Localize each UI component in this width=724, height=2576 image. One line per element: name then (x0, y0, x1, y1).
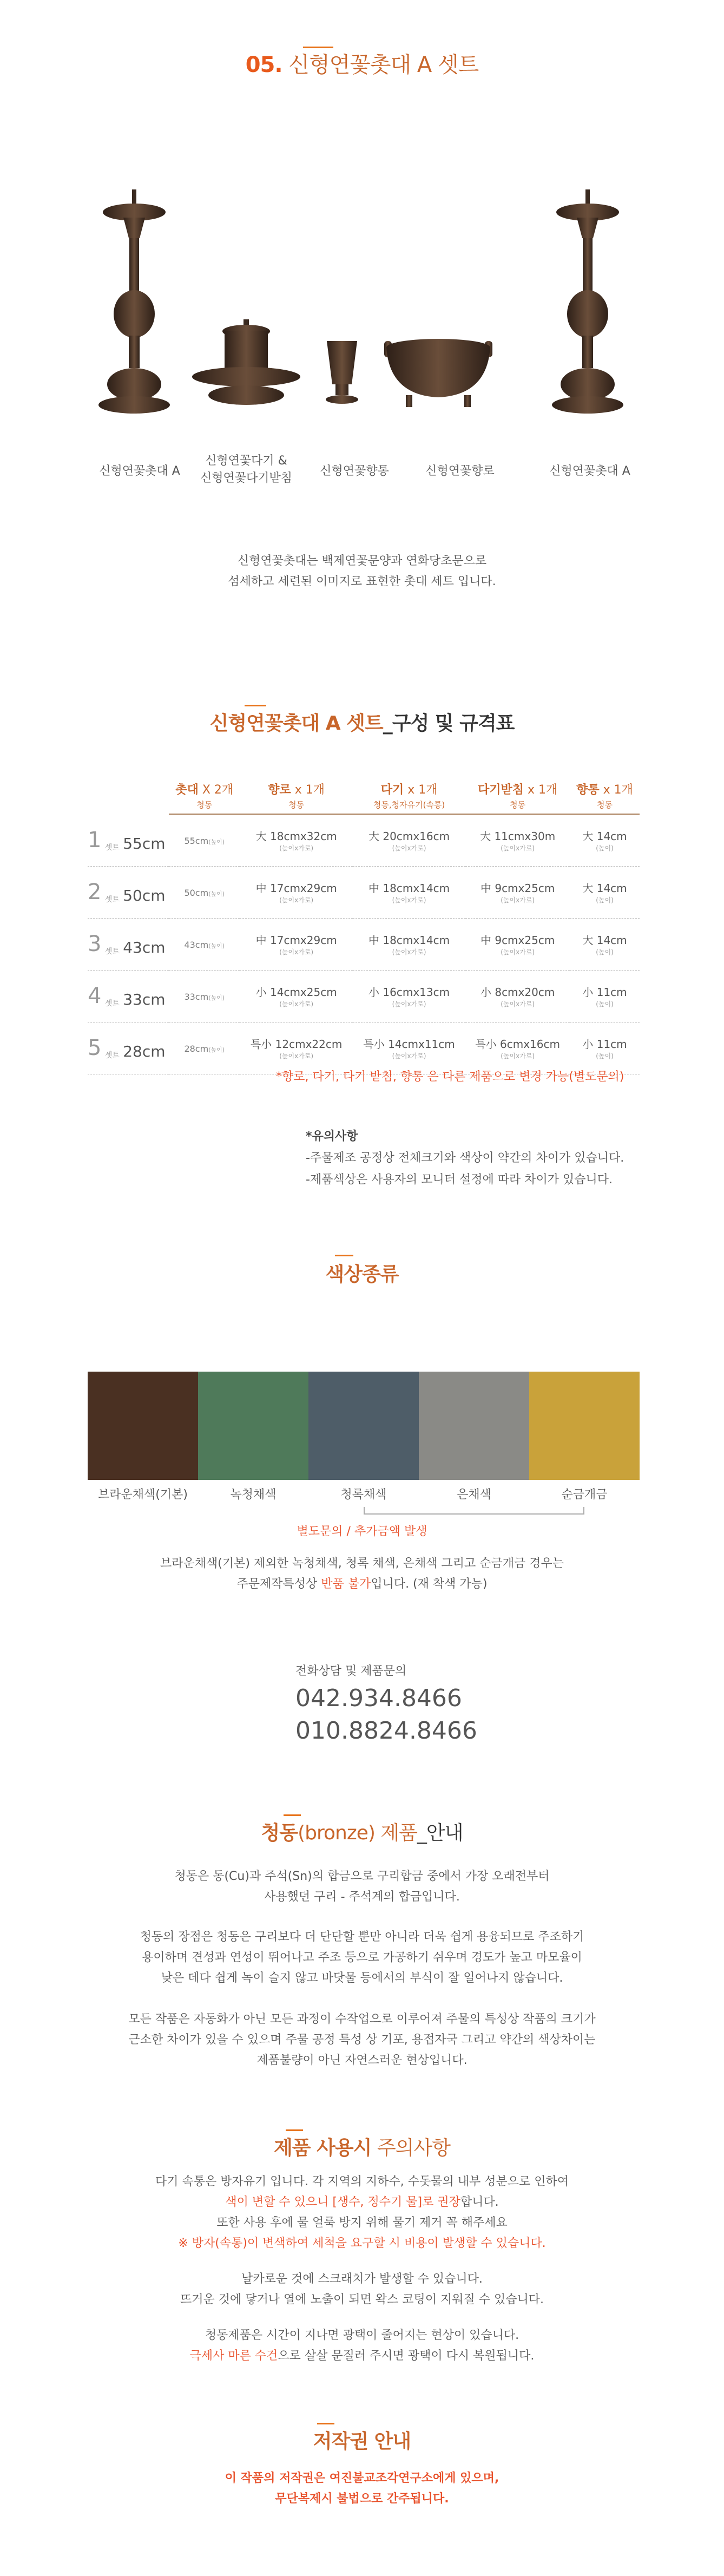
spec-cell-cup: 小 16cmx13cm (높이x가로) (353, 970, 465, 1022)
copyright-title: 저작권 안내 (313, 2430, 411, 2453)
swatch-label-blue-green: 청록채색 (340, 1488, 387, 1502)
spec-footnote: *향로, 다기, 다기 받침, 향통 은 다른 제품으로 변경 가능(별도문의) (276, 1070, 624, 1084)
page-title: 05. 신형연꽃촛대 A 셋트 (245, 53, 479, 77)
spec-cell-holder: 大 14cm (높이) (570, 866, 640, 918)
swatch-green (198, 1372, 308, 1480)
intro-text: 신형연꽃촛대는 백제연꽃문양과 연화당초문으로 섬세하고 세련된 이미지로 표현한 촛대 세트 입니다. (228, 554, 496, 588)
candlestick-left-image (98, 189, 170, 414)
bronze-paragraph-2: 청동의 장점은 청동은 구리보다 더 단단할 뿐만 아니라 더욱 쉽게 용융되므로 주조하기 용이하며 견성과 연성이 뛰어나고 주조 등으로 가공하기 쉬우며 경도가 높고 마모율이 낮은 데다 쉽게 녹이 슬지 않고 바닷물 등에서의 부식이 잘 일어나지 않습니다. (140, 1930, 584, 1985)
bronze-accent-bar (284, 1814, 301, 1816)
product-label-candlestick: 신형연꽃촛대 A (99, 464, 180, 478)
spec-accent-bar (245, 705, 266, 706)
incense-holder-image (326, 341, 358, 404)
swatch-gold (529, 1372, 640, 1480)
spec-header-set (88, 779, 169, 814)
spec-cell-set: 4 셋트 33cm (88, 970, 169, 1022)
spec-header-stand: 다기받침 x 1개 청동 (465, 779, 570, 814)
swatch-label-gold: 순금개금 (561, 1488, 608, 1502)
spec-cell-candle: 43cm(높이) (169, 918, 240, 970)
spec-cell-stand: 특小 6cmx16cm (높이x가로) (465, 1022, 570, 1074)
spec-cell-holder: 小 11cm (높이) (570, 1022, 640, 1074)
spec-cell-holder: 大 14cm (높이) (570, 814, 640, 866)
spec-header-candle: 촛대 X 2개 청동 (169, 779, 240, 814)
spec-cell-cup: 大 20cmx16cm (높이x가로) (353, 814, 465, 866)
spec-cell-incense: 小 14cmx25cm (높이x가로) (240, 970, 352, 1022)
colors-description: 브라운채색(기본) 제외한 녹청채색, 청록 채색, 은채색 그리고 순금개금 경우는 주문제작특성상 반품 불가입니다. (재 착색 가능) (160, 1557, 564, 1591)
spec-row (88, 918, 640, 970)
colors-section-title: 색상종류 (325, 1263, 399, 1286)
spec-cell-incense: 中 17cmx29cm (높이x가로) (240, 866, 352, 918)
spec-cell-candle: 28cm(높이) (169, 1022, 240, 1074)
spec-header-cup: 다기 x 1개 청동,청자유기(속통) (353, 779, 465, 814)
bronze-paragraph-3: 모든 작품은 자동화가 아닌 모든 과정이 수작업으로 이루어져 주물의 특성상 작품의 크기가 근소한 차이가 있을 수 있으며 주물 공정 특성 상 기포, 용접자국 그리고 약간의 색상차이는 제품불량이 아닌 자연스러운 현상입니다. (128, 2013, 596, 2067)
product-label-incense-holder: 신형연꽃향통 (320, 464, 389, 478)
spec-cell-holder: 小 11cm (높이) (570, 970, 640, 1022)
product-label-teacup: 신형연꽃다기 & (205, 454, 287, 468)
spec-cell-candle: 33cm(높이) (169, 970, 240, 1022)
spec-header-incense: 향로 x 1개 청동 (240, 779, 352, 814)
spec-cell-stand: 大 11cmx30m (높이x가로) (465, 814, 570, 866)
spec-cell-set: 1 셋트 55cm (88, 814, 169, 866)
bronze-paragraph-1: 청동은 동(Cu)과 주석(Sn)의 합금으로 구리합금 중에서 가장 오래전부터 사용했던 구리 - 주석계의 합금입니다. (174, 1870, 550, 1904)
product-label-incense-burner: 신형연꽃향로 (425, 464, 495, 478)
spec-section-title: 신형연꽃촛대 A 셋트_구성 및 규격표 (209, 712, 515, 735)
swatch-label-brown: 브라운채색(기본) (98, 1488, 188, 1502)
spec-cell-incense: 中 17cmx29cm (높이x가로) (240, 918, 352, 970)
usage-section-title: 제품 사용시 주의사항 (274, 2137, 450, 2159)
spec-row (88, 814, 640, 866)
incense-burner-image (384, 339, 492, 407)
spec-row (88, 1022, 640, 1074)
spec-cell-stand: 中 9cmx25cm (높이x가로) (465, 918, 570, 970)
product-label-teacup-stand: 신형연꽃다기받침 (200, 471, 293, 485)
caution-block: *유의사항 -주물제조 공정상 전체크기와 색상이 약간의 차이가 있습니다. -제품색상은 사용자의 모니터 설정에 따라 차이가 있습니다. (306, 1130, 624, 1187)
spec-cell-set: 5 셋트 28cm (88, 1022, 169, 1074)
colors-accent-bar (335, 1255, 353, 1256)
spec-cell-set: 3 셋트 43cm (88, 918, 169, 970)
contact-label: 전화상담 및 제품문의 (295, 1664, 407, 1678)
phone-number-2[interactable]: 010.8824.8466 (295, 1717, 477, 1745)
swatch-blue-green (308, 1372, 419, 1480)
extra-cost-note: 별도문의 / 추가금액 발생 (297, 1525, 427, 1538)
tea-cup-and-stand-image (192, 319, 300, 405)
spec-cell-cup: 특小 14cmx11cm (높이x가로) (353, 1022, 465, 1074)
spec-cell-cup: 中 18cmx14cm (높이x가로) (353, 866, 465, 918)
copyright-text: 이 작품의 저작권은 여진불교조각연구소에게 있으며, 무단복제시 불법으로 간주됩니다. (225, 2472, 499, 2506)
spec-cell-incense: 특小 12cmx22cm (높이x가로) (240, 1022, 352, 1074)
bracket-line (364, 1507, 584, 1515)
swatch-label-silver: 은채색 (457, 1488, 491, 1502)
spec-cell-candle: 50cm(높이) (169, 866, 240, 918)
usage-paragraph-2: 날카로운 것에 스크래치가 발생할 수 있습니다. 뜨거운 것에 닿거나 열에 노출이 되면 왁스 코팅이 지워질 수 있습니다. (180, 2272, 544, 2306)
candlestick-right-image (552, 189, 623, 414)
spec-cell-stand: 小 8cmx20cm (높이x가로) (465, 970, 570, 1022)
spec-row (88, 866, 640, 918)
copyright-accent-bar (317, 2423, 334, 2424)
spec-cell-candle: 55cm(높이) (169, 814, 240, 866)
spec-table (88, 779, 640, 1074)
product-illustrations (0, 179, 724, 460)
spec-cell-incense: 大 18cmx32cm (높이x가로) (240, 814, 352, 866)
bronze-section-title: 청동(bronze) 제품_안내 (261, 1822, 463, 1844)
usage-paragraph-1: 다기 속통은 방자유기 입니다. 각 지역의 지하수, 수돗물의 내부 성분으로 인하여 색이 변할 수 있으니 [생수, 정수기 물]로 권장합니다. 또한 사용 후에 물 얼룩 방지 위해 물기 제거 꼭 해주세요 ※ 방자(속통)이 변색하여 세척을 요구할 시 비용이 발생할 수 있습니다. (155, 2175, 569, 2250)
spec-header-holder: 향통 x 1개 청동 (570, 779, 640, 814)
phone-number-1[interactable]: 042.934.8466 (295, 1684, 462, 1712)
swatch-brown (88, 1372, 198, 1480)
spec-cell-set: 2 셋트 50cm (88, 866, 169, 918)
spec-cell-stand: 中 9cmx25cm (높이x가로) (465, 866, 570, 918)
spec-cell-holder: 大 14cm (높이) (570, 918, 640, 970)
usage-accent-bar (286, 2129, 303, 2131)
swatch-label-green: 녹청채색 (230, 1488, 277, 1502)
spec-row (88, 970, 640, 1022)
product-label-candlestick-right: 신형연꽃촛대 A (549, 464, 630, 478)
swatch-silver (419, 1372, 529, 1480)
usage-paragraph-3: 청동제품은 시간이 지나면 광택이 줄어지는 현상이 있습니다. 극세사 마른 수건으로 살살 문질러 주시면 광택이 다시 복원됩니다. (189, 2329, 535, 2363)
spec-cell-cup: 中 18cmx14cm (높이x가로) (353, 918, 465, 970)
